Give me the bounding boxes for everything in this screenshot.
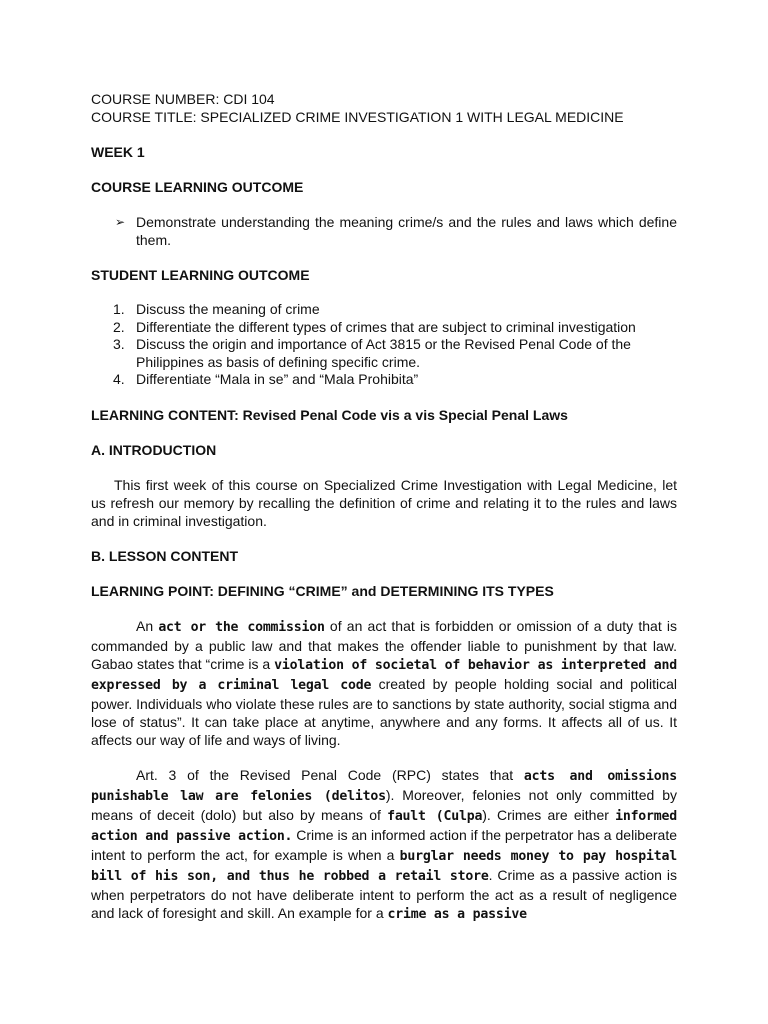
learning-content-heading: LEARNING CONTENT: Revised Penal Code vis a vis Special Penal Laws — [91, 406, 568, 423]
week-heading: WEEK 1 — [91, 144, 145, 160]
slo-item-number: 3. — [113, 336, 125, 352]
arrow-bullet-icon: ➢ — [115, 215, 126, 229]
clo-item — [91, 213, 677, 249]
slo-item — [91, 371, 677, 389]
bold-phrase: fault (Culpa — [387, 808, 483, 824]
paragraph-text: Crime is an informed action if the perpetrator has a deliberate intent to perform the act, for example is when a — [91, 826, 678, 863]
rpc-article-paragraph — [91, 766, 677, 924]
slo-item — [91, 301, 677, 319]
slo-item-text: Discuss the meaning of crime — [136, 301, 320, 317]
slo-item — [91, 336, 677, 371]
paragraph-text: of an act that is forbidden or omission of a duty that is commanded by a public law and that makes the offender liable to punishment by that law. Gabao states that “crime is a — [91, 617, 677, 672]
bold-phrase: crime as a passive — [387, 906, 527, 922]
introduction-paragraph: This first week of this course on Specialized Crime Investigation with Legal Medicine, let us refresh our memory by recalling the definition of crime and relating it to the rules and laws and in criminal investigation. — [91, 476, 677, 529]
slo-heading: STUDENT LEARNING OUTCOME — [91, 267, 310, 283]
bold-phrase: burglar needs money to pay hospital bill of his son, and thus he robbed a retail store — [91, 848, 677, 884]
paragraph-text: ). Moreover, felonies not only committed by means of deceit (dolo) but also by means of — [91, 786, 677, 823]
clo-list — [91, 213, 677, 249]
introduction-heading: A. INTRODUCTION — [91, 441, 217, 458]
course-number: COURSE NUMBER: CDI 104 — [91, 91, 275, 107]
slo-item-number: 1. — [113, 301, 125, 317]
paragraph-text: An — [136, 617, 159, 634]
slo-item-text: Differentiate “Mala in se” and “Mala Prohibita” — [136, 371, 419, 387]
bold-phrase: informed action and passive action. — [91, 808, 678, 844]
slo-item-number: 2. — [113, 318, 125, 335]
clo-heading: COURSE LEARNING OUTCOME — [91, 179, 304, 195]
document-page — [91, 90, 677, 924]
paragraph-text: . Crime as a passive action is when perpetrators do not have deliberate intent to perform the act as a result of negligence and lack of foresight and skill. An example for a — [91, 866, 677, 921]
paragraph-text: created by people holding social and political power. Individuals who violate these rules are to sanctions by state authority, social stigma and lose of status”. It can take place at anytime, anywhere and any forms. It affects all of us. It affects our way of life and ways of living. — [91, 675, 677, 748]
slo-item — [91, 319, 677, 337]
lesson-content-heading: B. LESSON CONTENT — [91, 547, 239, 564]
bold-phrase: violation of societal of behavior as interpreted and expressed by a criminal legal code — [91, 657, 677, 693]
paragraph-text: Art. 3 of the Revised Penal Code (RPC) states that — [136, 766, 524, 783]
slo-item-text: Differentiate the different types of crimes that are subject to criminal investigation — [136, 318, 636, 335]
slo-list — [91, 301, 677, 389]
slo-item-text: Discuss the origin and importance of Act 3815 or the Revised Penal Code of the Philippines as basis of defining specific crime. — [136, 336, 631, 370]
bold-phrase: act or the commission — [158, 619, 325, 635]
course-title: COURSE TITLE: SPECIALIZED CRIME INVESTIGATION 1 WITH LEGAL MEDICINE — [91, 109, 624, 125]
bold-phrase: acts and omissions punishable law are felonies (delitos — [91, 768, 678, 804]
paragraph-text: ). Crimes are either — [482, 806, 616, 823]
clo-item-text: Demonstrate understanding the meaning crime/s and the rules and laws which define them. — [136, 214, 677, 248]
slo-item-number: 4. — [113, 371, 125, 387]
learning-point-heading: LEARNING POINT: DEFINING “CRIME” and DETERMINING ITS TYPES — [91, 582, 554, 599]
crime-definition-paragraph — [91, 617, 677, 749]
